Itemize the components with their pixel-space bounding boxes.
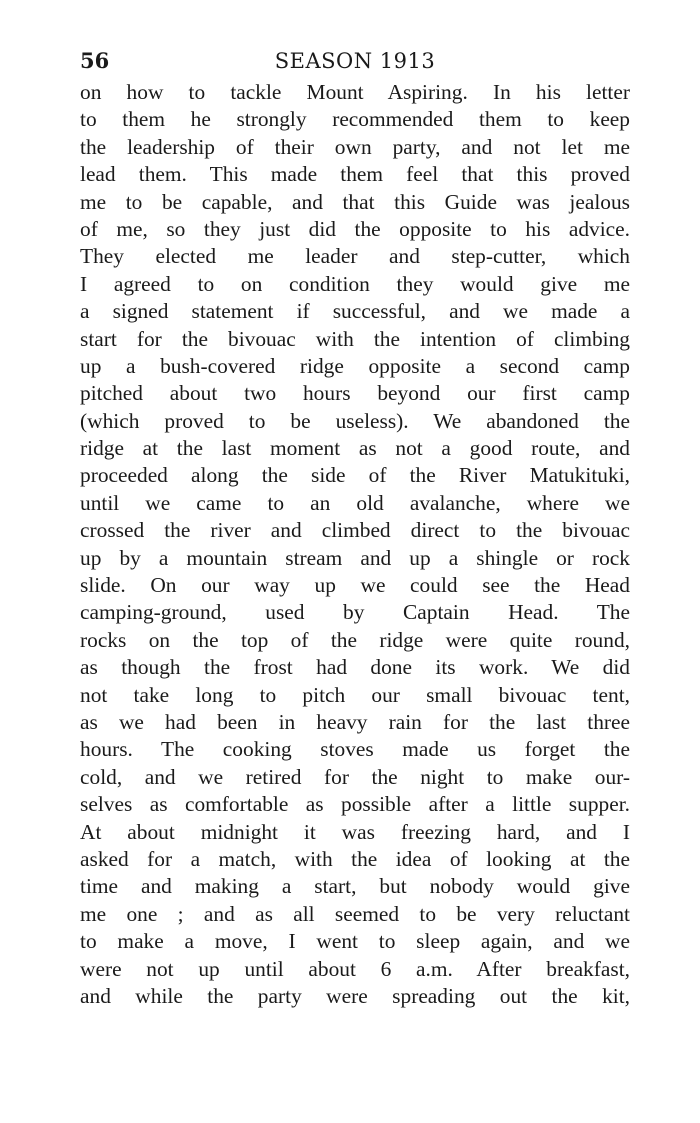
text-line: selves as comfortable as possible after a little supper. (80, 792, 630, 817)
text-line: me one ; and as all seemed to be very reluctant (80, 901, 630, 926)
text-line: on how to tackle Mount Aspiring. In his letter (80, 80, 630, 104)
running-head (80, 46, 630, 76)
text-line: crossed the river and climbed direct to the bivouac (80, 518, 630, 543)
text-line: camping-ground, used by Captain Head. The (80, 600, 630, 625)
text-line: I agreed to on condition they would give me (80, 271, 630, 296)
body-text (80, 79, 630, 1010)
text-line: as we had been in heavy rain for the last three (80, 709, 630, 734)
text-line: hours. The cooking stoves made us forget the (80, 737, 630, 762)
text-line: were not up until about 6 a.m. After breakfast, (80, 956, 630, 981)
text-line: up by a mountain stream and up a shingle or rock (80, 545, 630, 570)
text-line: cold, and we retired for the night to make our- (80, 764, 630, 789)
text-line: (which proved to be useless). We abandoned the (80, 408, 630, 433)
text-line: start for the bivouac with the intention of climbing (80, 326, 630, 351)
text-line: At about midnight it was freezing hard, and I (80, 819, 630, 844)
page-number: 56 (80, 48, 110, 73)
text-line: me to be capable, and that this Guide was jealous (80, 189, 630, 214)
text-line: and while the party were spreading out the kit, (80, 983, 630, 1008)
text-line: ridge at the last moment as not a good route, and (80, 436, 630, 461)
text-line: until we came to an old avalanche, where we (80, 490, 630, 515)
text-line: a signed statement if successful, and we made a (80, 299, 630, 324)
text-line: not take long to pitch our small bivouac tent, (80, 682, 630, 707)
text-line: They elected me leader and step-cutter, which (80, 244, 630, 269)
text-line: proceeded along the side of the River Matukituki, (80, 463, 630, 488)
text-line: to them he strongly recommended them to keep (80, 107, 630, 132)
text-line: the leadership of their own party, and not let me (80, 134, 630, 159)
text-line: lead them. This made them feel that this proved (80, 162, 630, 187)
text-line: asked for a match, with the idea of looking at the (80, 846, 630, 871)
text-line: slide. On our way up we could see the Head (80, 573, 630, 598)
text-line: of me, so they just did the opposite to his advice. (80, 216, 630, 241)
text-line: pitched about two hours beyond our first camp (80, 381, 630, 406)
text-line: up a bush-covered ridge opposite a second camp (80, 353, 630, 378)
text-line: as though the frost had done its work. We did (80, 655, 630, 680)
running-title: SEASON 1913 (274, 49, 436, 73)
text-line: time and making a start, but nobody would give (80, 874, 630, 899)
book-page (80, 46, 630, 1010)
text-line: to make a move, I went to sleep again, and we (80, 929, 630, 954)
text-line: rocks on the top of the ridge were quite round, (80, 627, 630, 652)
